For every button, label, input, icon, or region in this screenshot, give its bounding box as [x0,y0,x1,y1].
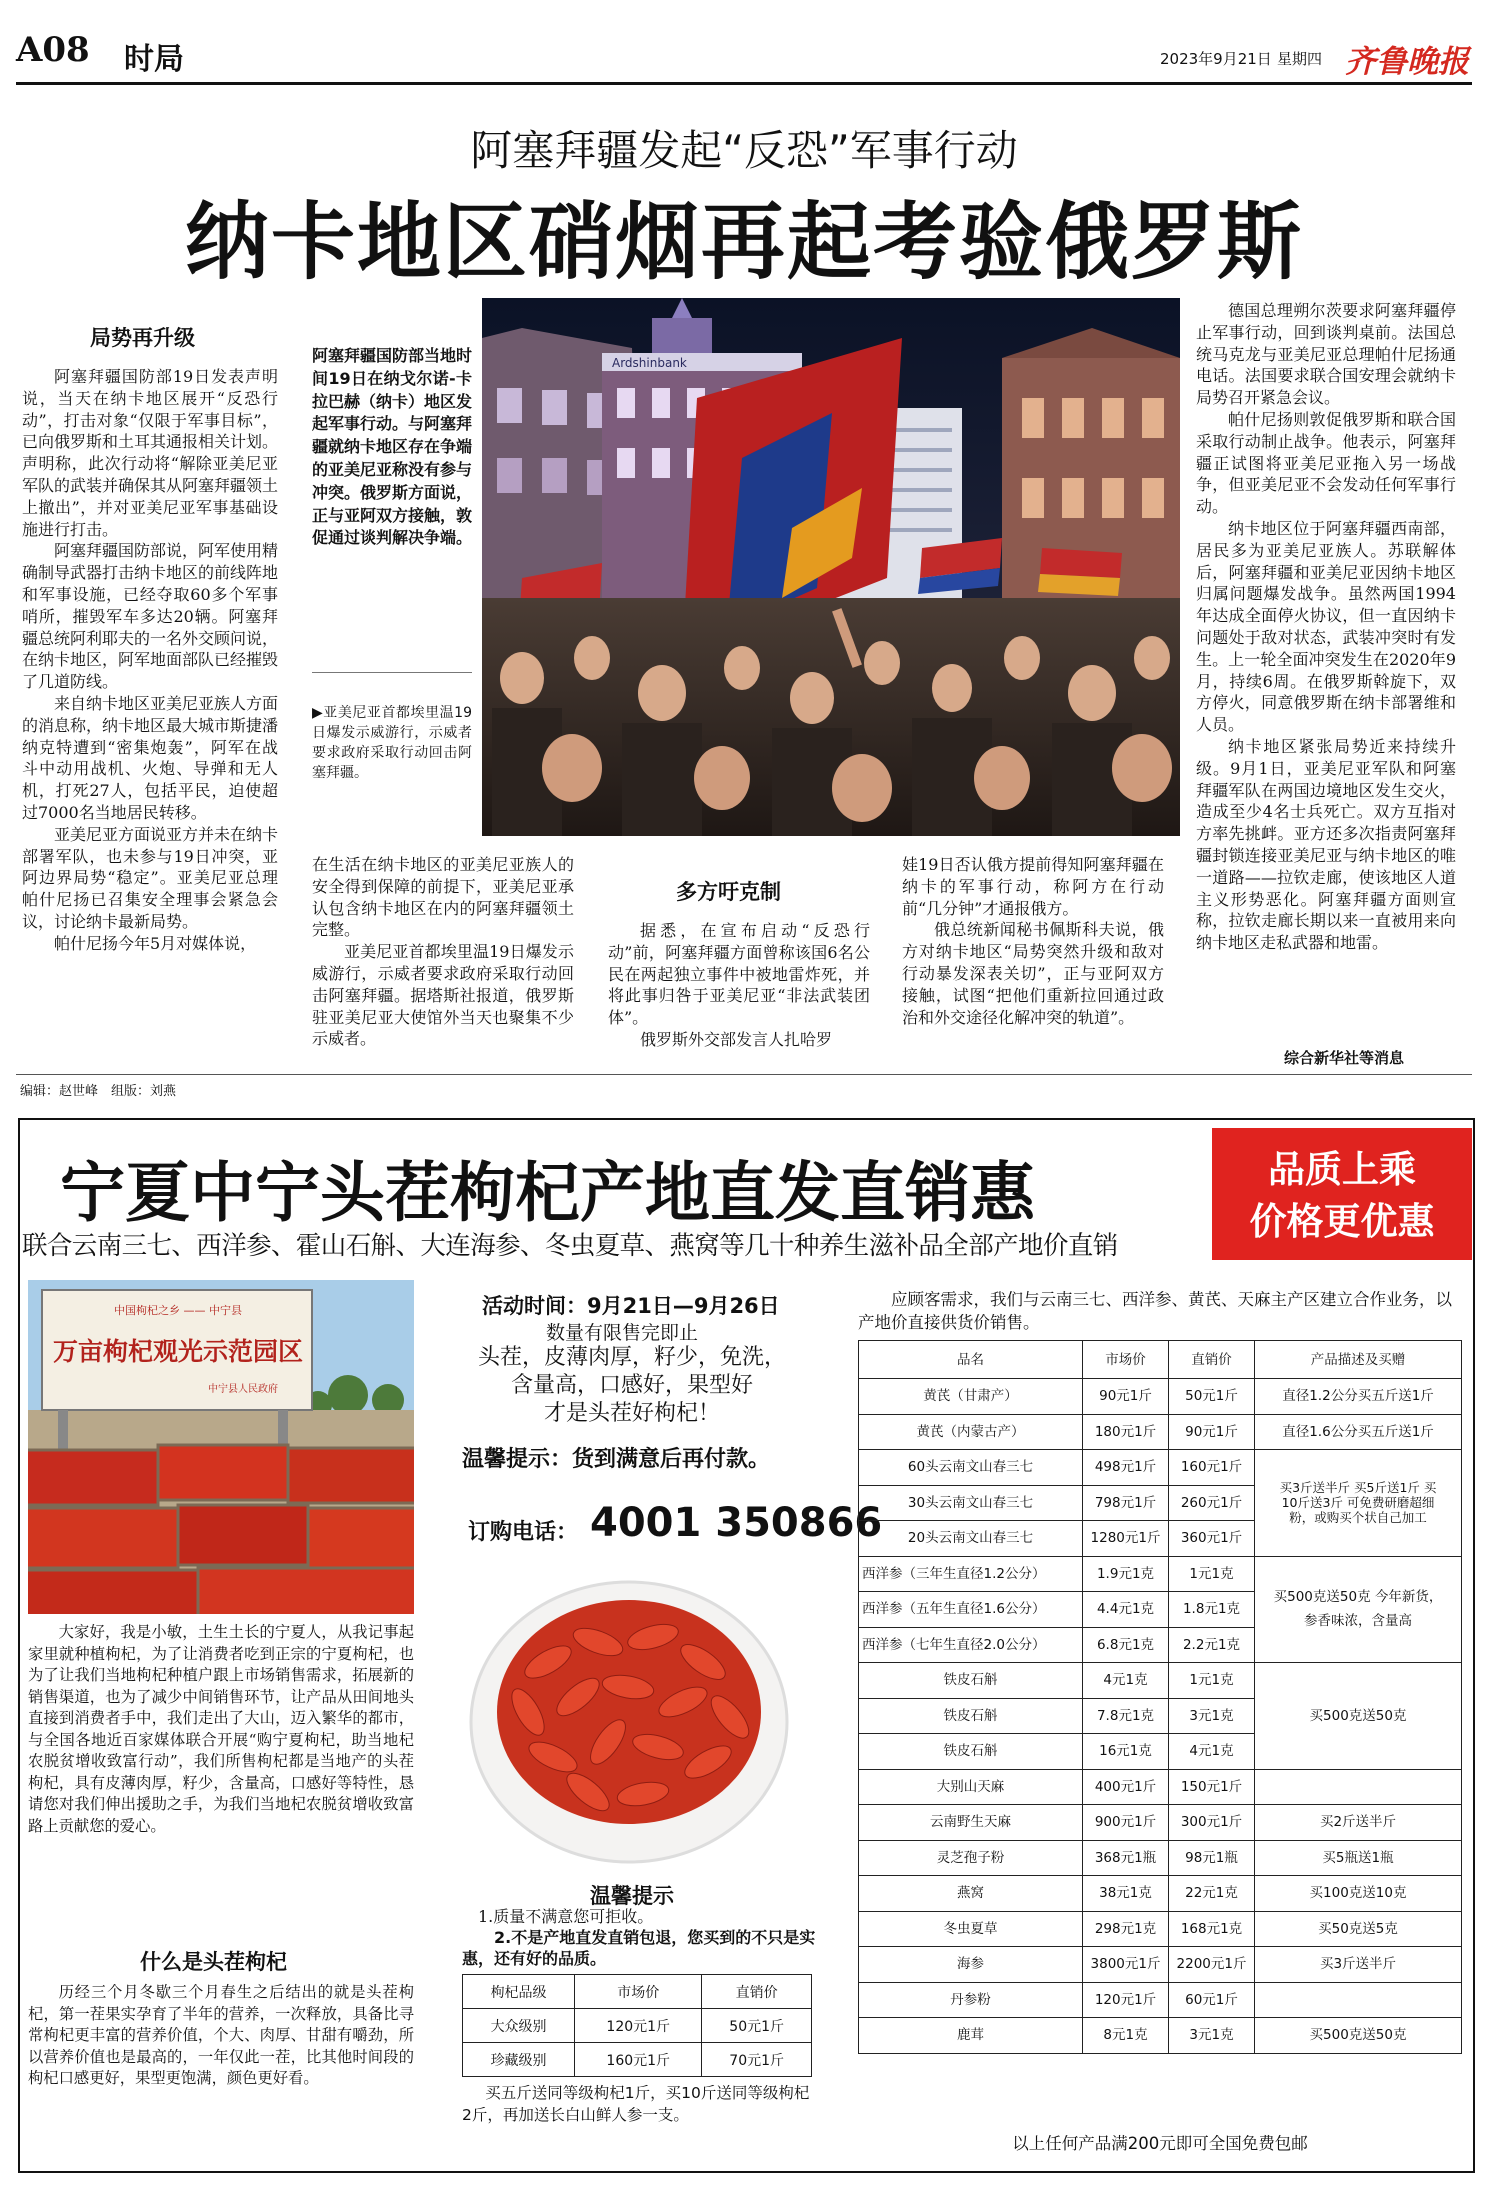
table-cell: 直径1.6公分买五斤送1斤 [1255,1414,1462,1450]
ad-small-note: 买五斤送同等级枸杞1斤，买10斤送同等级枸杞2斤，再加送长白山鲜人参一支。 [462,2084,810,2124]
table-header: 品名 [859,1341,1083,1379]
table-header: 直销价 [702,1975,812,2009]
table-cell: 7.8元1克 [1083,1698,1169,1734]
ad-pay-tip: 温馨提示：货到满意后再付款。 [462,1447,771,1472]
ad-shipping: 以上任何产品满200元即可全国免费包邮 [1012,2134,1308,2153]
table-cell: 鹿茸 [859,2018,1083,2054]
editor-credit: 编辑：赵世峰 组版：刘燕 [20,1084,177,1099]
article-col-5 [1196,300,1456,954]
feature-line: 含量高，口感好，果型好 [510,1373,753,1398]
goji-farm-photo [28,1280,414,1614]
table-cell: 1.9元1克 [1083,1556,1169,1592]
table-row [859,1982,1462,2018]
table-cell: 360元1斤 [1169,1521,1255,1557]
table-cell: 798元1斤 [1083,1485,1169,1521]
table-cell: 900元1斤 [1083,1805,1169,1841]
ad-tips [462,1906,816,1969]
table-cell: 大别山天麻 [859,1769,1083,1805]
article-kicker: 阿塞拜疆发起“反恐”军事行动 [470,126,1018,175]
feature-line: 头茬，皮薄肉厚，籽少，免洗， [477,1345,786,1370]
table-cell: 120元1斤 [1083,1982,1169,2018]
ad-tip-title: 温馨提示 [590,1884,674,1908]
article-col-2 [312,854,574,1050]
table-cell: 买500克送50克 今年新货，参香味浓，含量高 [1255,1556,1462,1663]
table-cell: 1元1克 [1169,1663,1255,1699]
table-cell: 买3斤送半斤 [1255,1947,1462,1983]
table-cell: 买500克送50克 [1255,1663,1462,1770]
table-header: 枸杞品级 [463,1975,575,2009]
ad-story: 大家好，我是小敏，土生土长的宁夏人，从我记事起家里就种植枸杞，为了让消费者吃到正宗的宁夏枸杞，也为了让我们当地枸杞种植户跟上市场销售需求，拓展新的销售渠道，也为了减少中间销售环节，让产品从田间地头直接到消费者手中，我们走出了大山，迈入繁华的都市，与全国各地近百家媒体联合开展“购宁夏枸杞，助当地杞农脱贫增收致富行动”，我们所售枸杞都是当地产的头茬枸杞，具有皮薄肉厚，籽少，含量高，口感好等特性，恳请您对我们伸出援助之手，为我们当地杞农脱贫增收致富路上贡献您的爱心。 [28,1623,414,1835]
table-cell: 买5瓶送1瓶 [1255,1840,1462,1876]
table-cell: 西洋参（七年生直径2.0公分） [859,1627,1083,1663]
table-cell: 2.2元1克 [1169,1627,1255,1663]
table-cell: 90元1斤 [1083,1379,1169,1415]
table-row [859,1769,1462,1805]
protest-photo [482,298,1180,836]
table-cell: 海参 [859,1947,1083,1983]
table-cell: 168元1克 [1169,1911,1255,1947]
table-row [859,1911,1462,1947]
table-cell: 买3斤送半斤 买5斤送1斤 买10斤送3斤 可免费研磨超细粉，或购买个状自己加工 [1255,1450,1462,1557]
ad-phone-label: 订购电话： [468,1520,579,1545]
table-cell: 冬虫夏草 [859,1911,1083,1947]
paragraph: 娃19日否认俄方提前得知阿塞拜疆在纳卡的军事行动，称阿方在行动前“几分钟”才通报俄方。 [902,855,1164,918]
paragraph: 来自纳卡地区亚美尼亚族人方面的消息称，纳卡地区最大城市斯捷潘纳克特遭到“密集炮轰”，阿军在战斗中动用战机、火炮、导弹和无人机，打死27人，包括平民，迫使超过7000名当地居民转移。 [22,693,279,822]
paragraph: 亚美尼亚方面说亚方并未在纳卡部署军队，也未参与19日冲突，亚阿边界局势“稳定”。亚美尼亚总理帕什尼扬已召集安全理事会紧急会议，讨论纳卡最新局势。 [22,824,279,931]
paragraph: 据悉，在宣布启动“反恐行动”前，阿塞拜疆方面曾称该国6名公民在两起独立事件中被地雷炸死，并将此事归咎于亚美尼亚“非法武装团体”。 [608,921,870,1028]
ad-badge [1212,1128,1472,1260]
table-cell: 50元1斤 [702,2009,812,2043]
paragraph: 俄总统新闻秘书佩斯科夫说，俄方对纳卡地区“局势突然升级和敌对行动暴发深表关切”，正与亚阿双方接触，试图“把他们重新拉回通过政治和外交途径化解冲突的轨道”。 [902,920,1164,1027]
table-cell: 买50克送5克 [1255,1911,1462,1947]
badge-line-1: 品质上乘 [1268,1148,1416,1191]
table-row [463,2009,812,2043]
issue-date: 2023年9月21日 [1160,50,1272,68]
feature-line: 才是头茬好枸杞！ [543,1401,720,1426]
table-row [859,1840,1462,1876]
sign-footer-text: 中宁县人民政府 [208,1384,278,1395]
table-header: 市场价 [1083,1341,1169,1379]
paper-logo: 齐鲁晚报 [1345,44,1469,80]
table-header: 直销价 [1169,1341,1255,1379]
badge-line-2: 价格更优惠 [1249,1200,1435,1243]
paragraph: 亚美尼亚首都埃里温19日爆发示威游行，示威者要求政府采取行动回击阿塞拜疆。据塔斯社报道，俄罗斯驻亚美尼亚大使馆外当天也聚集不少示威者。 [312,942,574,1049]
ad-small-table [462,1974,812,2077]
paragraph: 在生活在纳卡地区的亚美尼亚族人的安全得到保障的前提下，亚美尼亚承认包含纳卡地区在内的阿塞拜疆领土完整。 [312,855,574,940]
table-cell: 16元1克 [1083,1734,1169,1770]
ad-event-time: 活动时间：9月21日—9月26日 [482,1294,780,1318]
table-cell: 298元1克 [1083,1911,1169,1947]
table-cell: 黄芪（甘肃产） [859,1379,1083,1415]
table-cell: 买2斤送半斤 [1255,1805,1462,1841]
caption-divider [312,672,472,673]
table-cell: 160元1斤 [575,2043,702,2077]
table-cell: 300元1斤 [1169,1805,1255,1841]
table-row [859,1379,1462,1415]
table-cell: 西洋参（五年生直径1.6公分） [859,1592,1083,1628]
table-cell: 22元1克 [1169,1876,1255,1912]
ad-phone-number: 4001 350866 [590,1500,883,1546]
paragraph: 纳卡地区位于阿塞拜疆西南部，居民多为亚美尼亚族人。苏联解体后，阿塞拜疆和亚美尼亚因纳卡地区归属问题爆发战争。虽然两国1994年达成全面停火协议，但一直因纳卡问题处于敌对状态，武装冲突时有发生。上一轮全面冲突发生在2020年9月，持续6周。在俄罗斯斡旋下，双方停火，同意俄罗斯在纳卡部署维和人员。 [1196,518,1456,735]
table-cell: 大众级别 [463,2009,575,2043]
page-number: A08 [16,30,90,70]
table-cell: 4元1克 [1169,1734,1255,1770]
bank-sign: Ardshinbank [612,356,687,370]
ad-intro: 应顾客需求，我们与云南三七、西洋参、黄芪、天麻主产区建立合作业务，以产地价直接供货价销售。 [858,1290,1452,1332]
table-cell: 8元1克 [1083,2018,1169,2054]
table-cell: 2200元1斤 [1169,1947,1255,1983]
table-cell: 铁皮石斛 [859,1698,1083,1734]
table-cell: 20头云南文山春三七 [859,1521,1083,1557]
table-cell: 西洋参（三年生直径1.2公分） [859,1556,1083,1592]
table-cell: 400元1斤 [1083,1769,1169,1805]
table-cell: 1.8元1克 [1169,1592,1255,1628]
table-row [859,1556,1462,1592]
paragraph: 帕什尼扬则敦促俄罗斯和联合国采取行动制止战争。他表示，阿塞拜疆正试图将亚美尼亚拖入另一场战争，但亚美尼亚不会发动任何军事行动。 [1196,409,1456,517]
table-cell: 铁皮石斛 [859,1734,1083,1770]
table-cell [1255,1769,1462,1805]
photo-caption-1: 阿塞拜疆国防部当地时间19日在纳戈尔诺-卡拉巴赫（纳卡）地区发起军事行动。与阿塞拜疆就纳卡地区存在争端的亚美尼亚称没有参与冲突。俄罗斯方面说，正与亚阿双方接触，敦促通过谈判解决争端。 [312,346,473,548]
table-cell: 260元1斤 [1169,1485,1255,1521]
table-cell: 云南野生天麻 [859,1805,1083,1841]
table-cell: 1元1克 [1169,1556,1255,1592]
ad-features [452,1344,812,1428]
table-row [859,1947,1462,1983]
tip-line: 2.不是产地直发直销包退，您买到的不只是实惠，还有好的品质。 [462,1928,816,1968]
table-cell: 3元1克 [1169,1698,1255,1734]
price-table [858,1340,1462,2054]
table-cell: 160元1斤 [1169,1450,1255,1486]
table-cell: 38元1克 [1083,1876,1169,1912]
table-row [859,1450,1462,1486]
paragraph: 帕什尼扬今年5月对媒体说， [54,933,257,953]
article-headline: 纳卡地区硝烟再起考验俄罗斯 [184,192,1303,291]
paragraph: 阿塞拜疆国防部19日发表声明说，当天在纳卡地区展开“反恐行动”，打击对象“仅限于军事目标”，已向俄罗斯和土耳其通报相关计划。声明称，此次行动将“解除亚美尼亚军队的武装并确保其从阿塞拜疆领土上撤出”，并对亚美尼亚军事基础设施进行打击。 [22,367,279,539]
table-cell: 4.4元1克 [1083,1592,1169,1628]
table-cell: 3元1克 [1169,2018,1255,2054]
table-cell [1255,1982,1462,2018]
table-header: 产品描述及买赠 [1255,1341,1462,1379]
table-cell: 黄芪（内蒙古产） [859,1414,1083,1450]
article-col-1 [22,366,278,955]
table-cell: 98元1瓶 [1169,1840,1255,1876]
table-row [859,1414,1462,1450]
paragraph: 俄罗斯外交部发言人扎哈罗 [640,1029,833,1049]
paragraph: 纳卡地区紧张局势近来持续升级。9月1日，亚美尼亚军队和阿塞拜疆军队在两国边境地区发生交火，造成至少4名士兵死亡。双方互指对方率先挑衅。亚方还多次指责阿塞拜疆封锁连接亚美尼亚与纳卡地区的唯一道路——拉钦走廊，使该地区人道主义形势恶化。阿塞拜疆方面则宣称，拉钦走廊长期以来一直被用来向纳卡地区走私武器和地雷。 [1196,736,1456,953]
table-cell: 120元1斤 [575,2009,702,2043]
table-header: 市场价 [575,1975,702,2009]
table-cell: 90元1斤 [1169,1414,1255,1450]
article-col-4 [902,854,1164,1028]
ad-what-heading: 什么是头茬枸杞 [140,1950,287,1974]
goji-bowl-photo [468,1572,790,1870]
table-row [463,2043,812,2077]
table-cell: 买500克送50克 [1255,2018,1462,2054]
table-cell: 3800元1斤 [1083,1947,1169,1983]
ad-limited: 数量有限售完即止 [546,1322,699,1344]
table-row [859,2018,1462,2054]
sign-big-text: 万亩枸杞观光示范园区 [52,1337,304,1366]
table-cell: 60元1斤 [1169,1982,1255,2018]
table-cell: 燕窝 [859,1876,1083,1912]
table-cell: 灵芝孢子粉 [859,1840,1083,1876]
table-row [859,1663,1462,1699]
table-cell: 30头云南文山春三七 [859,1485,1083,1521]
table-cell: 150元1斤 [1169,1769,1255,1805]
table-cell: 60头云南文山春三七 [859,1450,1083,1486]
section-rule [16,1074,1472,1075]
table-cell: 70元1斤 [702,2043,812,2077]
section-name: 时局 [124,42,184,77]
table-cell: 368元1瓶 [1083,1840,1169,1876]
table-row [859,1805,1462,1841]
table-cell: 6.8元1克 [1083,1627,1169,1663]
table-row [859,1876,1462,1912]
table-cell: 180元1斤 [1083,1414,1169,1450]
ad-subtitle: 联合云南三七、西洋参、霍山石斛、大连海参、冬虫夏草、燕窝等几十种养生滋补品全部产地价直销 [22,1231,1118,1261]
subhead-escalation: 局势再升级 [90,326,195,350]
table-cell: 1280元1斤 [1083,1521,1169,1557]
paragraph: 德国总理朔尔茨要求阿塞拜疆停止军事行动，回到谈判桌前。法国总统马克龙与亚美尼亚总理帕什尼扬通电话。法国要求联合国安理会就纳卡局势召开紧急会议。 [1196,301,1456,408]
photo-caption-2: ▶亚美尼亚首都埃里温19日爆发示威游行，示威者要求政府采取行动回击阿塞拜疆。 [312,705,472,781]
table-cell: 4元1克 [1083,1663,1169,1699]
table-cell: 买100克送10克 [1255,1876,1462,1912]
issue-weekday: 星期四 [1277,50,1323,68]
paragraph: 阿塞拜疆国防部说，阿军使用精确制导武器打击纳卡地区的前线阵地和军事设施，已经夺取60多个军事哨所，摧毁军车多达20辆。阿塞拜疆总统阿利耶夫的一名外交顾问说，在纳卡地区，阿军地面部队已经摧毁了几道防线。 [22,541,279,692]
table-cell: 直径1.2公分买五斤送1斤 [1255,1379,1462,1415]
table-cell: 珍藏级别 [463,2043,575,2077]
tip-line: 1.质量不满意您可拒收。 [478,1907,654,1926]
table-cell: 498元1斤 [1083,1450,1169,1486]
article-credit: 综合新华社等消息 [1284,1049,1405,1067]
table-cell: 50元1斤 [1169,1379,1255,1415]
ad-title: 宁夏中宁头茬枸杞产地直发直销惠 [60,1155,1036,1231]
masthead-rule [16,82,1472,85]
article-col-3 [608,920,870,1051]
sign-small-text: 中国枸杞之乡 —— 中宁县 [114,1304,242,1317]
table-cell: 丹参粉 [859,1982,1083,2018]
table-cell: 铁皮石斛 [859,1663,1083,1699]
protest-scene [482,298,1180,836]
subhead-restraint: 多方吁克制 [676,880,781,904]
ad-what-text: 历经三个月冬歇三个月春生之后结出的就是头茬枸杞，第一茬果实孕育了半年的营养，一次释放，具备比寻常枸杞更丰富的营养价值，个大、肉厚、甘甜有嚼劲，所以营养价值也是最高的，一年仅此一茬，比其他时间段的枸杞口感更好，果型更饱满，颜色更好看。 [28,1983,414,2087]
